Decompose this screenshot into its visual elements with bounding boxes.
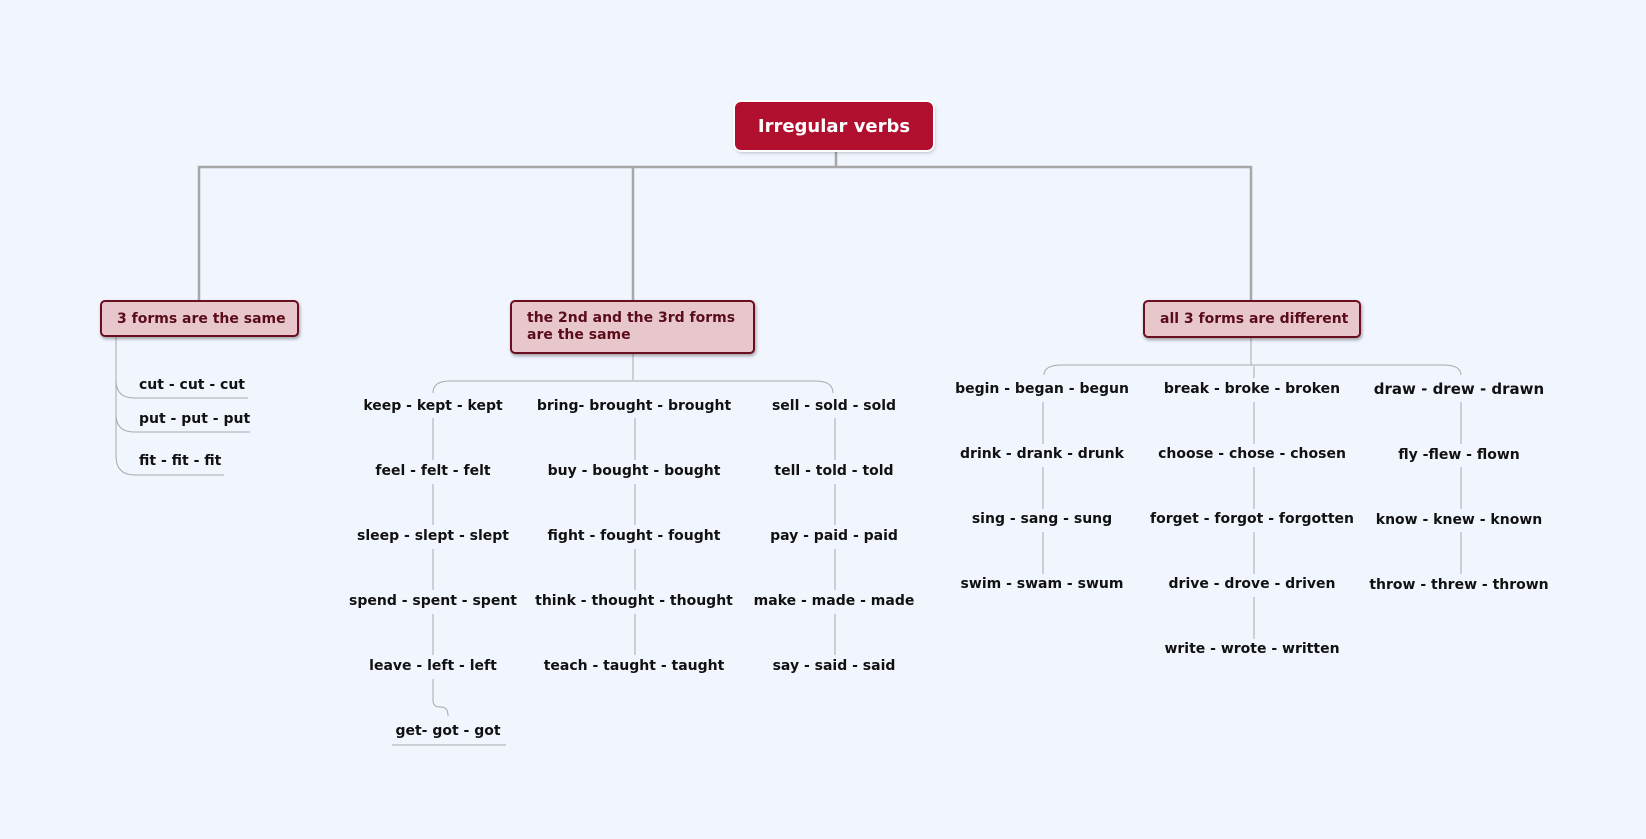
verb-sing[interactable]: sing - sang - sung	[971, 511, 1113, 527]
verb-cut[interactable]: cut - cut - cut	[139, 377, 245, 393]
verb-begin[interactable]: begin - began - begun	[955, 381, 1129, 397]
verb-sell[interactable]: sell - sold - sold	[771, 398, 897, 414]
verb-say[interactable]: say - said - said	[772, 658, 896, 674]
verb-fly[interactable]: fly -flew - flown	[1398, 447, 1520, 463]
verb-write[interactable]: write - wrote - written	[1164, 641, 1340, 657]
verb-pay[interactable]: pay - paid - paid	[770, 528, 898, 544]
verb-put[interactable]: put - put - put	[139, 411, 251, 427]
verb-think[interactable]: think - thought - thought	[535, 593, 733, 609]
verb-buy[interactable]: buy - bought - bought	[547, 463, 721, 479]
verb-know[interactable]: know - knew - known	[1375, 512, 1543, 528]
verb-leave[interactable]: leave - left - left	[369, 658, 497, 674]
verb-forget[interactable]: forget - forgot - forgotten	[1150, 511, 1354, 527]
verb-draw[interactable]: draw - drew - drawn	[1373, 380, 1545, 398]
verb-drink[interactable]: drink - drank - drunk	[960, 446, 1124, 462]
verb-feel[interactable]: feel - felt - felt	[375, 463, 491, 479]
verb-fit[interactable]: fit - fit - fit	[139, 453, 222, 469]
verb-get[interactable]: get- got - got	[395, 723, 501, 739]
verb-sleep[interactable]: sleep - slept - slept	[357, 528, 509, 544]
branch-all-different[interactable]: all 3 forms are different	[1143, 300, 1361, 338]
verb-swim[interactable]: swim - swam - swum	[960, 576, 1124, 592]
verb-make[interactable]: make - made - made	[753, 593, 915, 609]
verb-tell[interactable]: tell - told - told	[774, 463, 894, 479]
verb-keep[interactable]: keep - kept - kept	[363, 398, 503, 414]
central-topic[interactable]: Irregular verbs	[735, 102, 933, 150]
verb-break[interactable]: break - broke - broken	[1163, 381, 1341, 397]
verb-fight[interactable]: fight - fought - fought	[547, 528, 721, 544]
branch-same-three-forms[interactable]: 3 forms are the same	[100, 300, 299, 337]
verb-throw[interactable]: throw - threw - thrown	[1369, 577, 1549, 593]
verb-spend[interactable]: spend - spent - spent	[349, 593, 517, 609]
verb-choose[interactable]: choose - chose - chosen	[1158, 446, 1346, 462]
verb-teach[interactable]: teach - taught - taught	[543, 658, 725, 674]
verb-drive[interactable]: drive - drove - driven	[1168, 576, 1336, 592]
branch-second-third-same[interactable]: the 2nd and the 3rd forms are the same	[510, 300, 755, 354]
verb-bring[interactable]: bring- brought - brought	[536, 398, 732, 414]
